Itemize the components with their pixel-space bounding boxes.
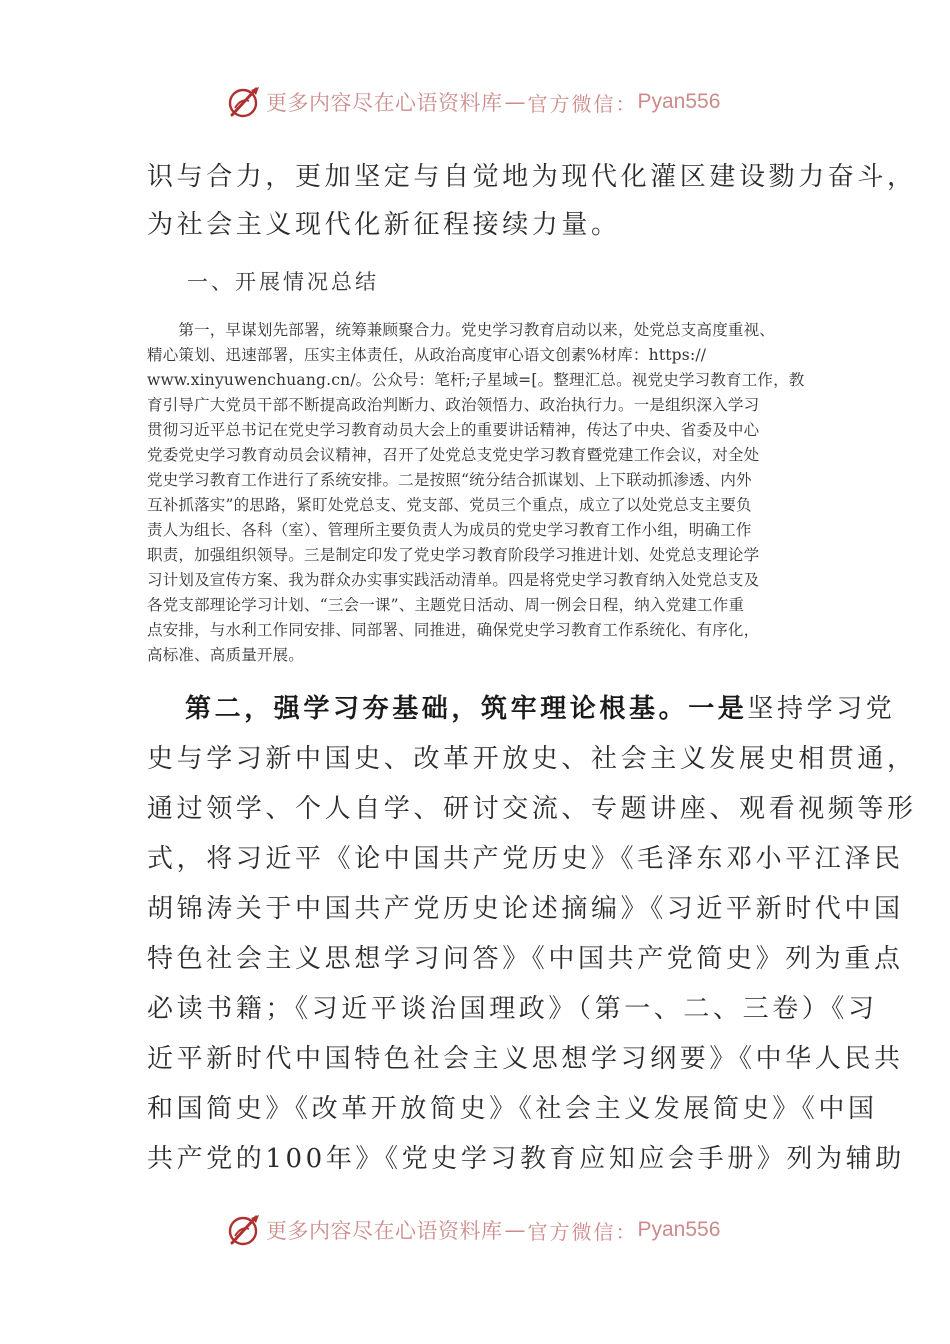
watermark-official-label: 官方微信： [527, 91, 638, 116]
watermark-wechat-id: Pyan556 [637, 90, 721, 113]
paragraph-line: 互补抓落实”的思路，紧盯处党总支、党支部、党员三个重点，成立了以处党总支主要负 [147, 496, 752, 514]
section-heading: 一、开展情况总结 [187, 270, 379, 294]
paragraph-line: 特色社会主义思想学习问答》《中国共产党简史》列为重点 [147, 944, 904, 974]
paragraph-line: www.xinyuwenchuang.cn/。公众号：笔杆;子星域=[。整理汇总。视党史学习教育工作，教 [147, 371, 805, 389]
paragraph-line [185, 688, 895, 725]
paragraph-line: 党委党史学习教育动员会议精神，召开了处党总支党史学习教育暨党建工作会议，对全处 [147, 446, 760, 464]
paragraph-line: 通过领学、个人自学、研讨交流、专题讲座、观看视频等形 [147, 794, 917, 824]
bold-lead: 第二，强学习夯基础，筑牢理论根基。一是 [185, 694, 748, 724]
watermark-dash: — [504, 1218, 526, 1242]
paragraph-line: 共产党的100年》《党史学习教育应知应会手册》列为辅助 [147, 1144, 905, 1174]
paragraph-line: 高标准、高质量开展。 [147, 646, 305, 664]
watermark-site-text: 更多内容尽在心语资料库 [266, 91, 503, 115]
paragraph-line: 各党支部理论学习计划、“三会一课”、主题党日活动、周一例会日程，纳入党建工作重 [147, 596, 745, 614]
paragraph-line: 党史学习教育工作进行了系统安排。二是按照“统分结合抓谋划、上下联动抓渗透、内外 [147, 471, 752, 489]
pen-logo-icon [226, 1212, 262, 1248]
paragraph-line: 和国简史》《改革开放简史》《社会主义发展简史》《中国 [147, 1094, 878, 1124]
watermark-dash: — [504, 90, 526, 114]
paragraph-line: 精心策划、迅速部署，压实主体责任，从政治高度审心语文创素%材库：https:// [147, 346, 707, 364]
paragraph-line: 育引导广大党员干部不断提高政治判断力、政治领悟力、政治执行力。一是组织深入学习 [147, 396, 760, 414]
paragraph-line: 近平新时代中国特色社会主义思想学习纲要》《中华人民共 [147, 1044, 904, 1074]
paragraph-line: 第一，早谋划先部署，统筹兼顾聚合力。党史学习教育启动以来，处党总支高度重视、 [147, 321, 776, 339]
lead-rest: 坚持学习党 [747, 694, 896, 724]
paragraph-line: 史与学习新中国史、改革开放史、社会主义发展史相贯通， [147, 744, 917, 774]
paragraph-line: 胡锦涛关于中国共产党历史论述摘编》《习近平新时代中国 [147, 894, 904, 924]
paragraph-line: 贯彻习近平总书记在党史学习教育动员大会上的重要讲话精神，传达了中央、省委及中心 [147, 421, 760, 439]
watermark-wechat-id: Pyan556 [637, 1218, 721, 1241]
paragraph-line: 习计划及宣传方案、我为群众办实事实践活动清单。四是将党史学习教育纳入处党总支及 [147, 571, 760, 589]
watermark-site-text: 更多内容尽在心语资料库 [266, 1219, 503, 1243]
intro-line-1: 识与合力，更加坚定与自觉地为现代化灌区建设勠力奋斗， [147, 162, 917, 192]
paragraph-line: 式，将习近平《论中国共产党历史》《毛泽东邓小平江泽民 [147, 844, 904, 874]
paragraph-line: 必读书籍；《习近平谈治国理政》（第一、二、三卷）《习 [147, 994, 878, 1024]
watermark-banner-top [226, 82, 746, 122]
watermark-banner-bottom [226, 1210, 746, 1250]
paragraph-line: 责人为组长、各科（室）、管理所主要负责人为成员的党史学习教育工作小组，明确工作 [147, 521, 752, 539]
pen-logo-icon [226, 84, 262, 120]
paragraph-line: 职责，加强组织领导。三是制定印发了党史学习教育阶段学习推进计划、处党总支理论学 [147, 546, 760, 564]
watermark-official-label: 官方微信： [527, 1219, 638, 1244]
paragraph-line: 点安排，与水利工作同安排、同部署、同推进，确保党史学习教育工作系统化、有序化， [147, 621, 760, 639]
intro-line-2: 为社会主义现代化新征程接续力量。 [147, 210, 621, 240]
